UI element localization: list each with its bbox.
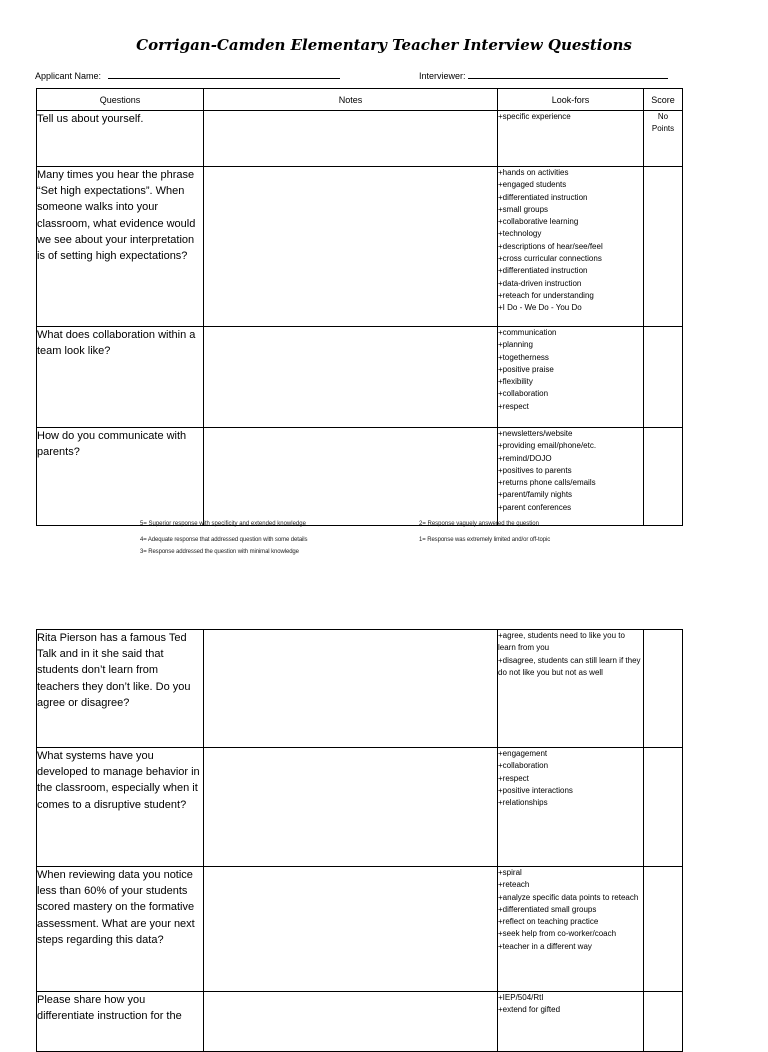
table-row bbox=[37, 167, 683, 327]
rubric-line-5: 5= Superior response with specificity and extended knowledge bbox=[140, 521, 306, 527]
table-row bbox=[37, 630, 683, 748]
score-cell[interactable] bbox=[644, 630, 683, 748]
table-row bbox=[37, 111, 683, 167]
interviewer-field[interactable] bbox=[468, 70, 668, 79]
table-header-row bbox=[37, 89, 683, 111]
rubric-line-2: 2= Response vaguely answered the question bbox=[419, 521, 539, 527]
interviewer-label: Interviewer: bbox=[419, 71, 466, 81]
lookfors-cell: +newsletters/website +providing email/phone/etc. +remind/DOJO +positives to parents +returns phone calls/emails +parent/family nights +parent conferences bbox=[498, 428, 644, 526]
lookfors-cell: +IEP/504/RtI +extend for gifted bbox=[498, 992, 644, 1052]
table-row bbox=[37, 748, 683, 867]
notes-cell[interactable] bbox=[204, 428, 498, 526]
lookfors-cell: +engagement +collaboration +respect +positive interactions +relationships bbox=[498, 748, 644, 867]
notes-cell[interactable] bbox=[204, 992, 498, 1052]
question-cell: Tell us about yourself. bbox=[37, 111, 204, 167]
rubric-line-3: 3= Response addressed the question with minimal knowledge bbox=[140, 549, 299, 555]
notes-cell[interactable] bbox=[204, 111, 498, 167]
score-cell[interactable] bbox=[644, 992, 683, 1052]
lookfors-cell: +hands on activities +engaged students +differentiated instruction +small groups +collaborative learning +technology +descriptions of hear/see/feel +cross curricular connections +differentiated instruction +data-driven instruction +reteach for understanding +I Do - We Do - You Do bbox=[498, 167, 644, 327]
score-cell[interactable] bbox=[644, 327, 683, 428]
notes-cell[interactable] bbox=[204, 867, 498, 992]
lookfors-cell: +communication +planning +togetherness +positive praise +flexibility +collaboration +respect bbox=[498, 327, 644, 428]
score-cell[interactable] bbox=[644, 428, 683, 526]
lookfors-cell: +spiral +reteach +analyze specific data points to reteach +differentiated small groups +reflect on teaching practice +seek help from co-worker/coach +teacher in a different way bbox=[498, 867, 644, 992]
table-row bbox=[37, 428, 683, 526]
column-header-questions: Questions bbox=[37, 89, 204, 111]
applicant-name-label: Applicant Name: bbox=[35, 71, 102, 81]
score-cell[interactable] bbox=[644, 867, 683, 992]
table-row bbox=[37, 992, 683, 1052]
question-cell: How do you communicate with parents? bbox=[37, 428, 204, 526]
question-cell: Many times you hear the phrase “Set high expectations”. When someone walks into your classroom, what evidence would we see about your interpretation is of setting high expectations? bbox=[37, 167, 204, 327]
score-cell[interactable]: No Points bbox=[644, 111, 683, 167]
score-cell[interactable] bbox=[644, 167, 683, 327]
interview-table-page2 bbox=[36, 629, 683, 1052]
rubric-line-1: 1= Response was extremely limited and/or off-topic bbox=[419, 537, 551, 543]
score-cell[interactable] bbox=[644, 748, 683, 867]
question-cell: What systems have you developed to manage behavior in the classroom, especially when it comes to a disruptive student? bbox=[37, 748, 204, 867]
lookfors-cell: +agree, students need to like you to learn from you +disagree, students can still learn if they do not like you but not as well bbox=[498, 630, 644, 748]
column-header-notes: Notes bbox=[204, 89, 498, 111]
interview-table-page1 bbox=[36, 88, 683, 526]
applicant-name-field[interactable] bbox=[108, 70, 340, 79]
notes-cell[interactable] bbox=[204, 167, 498, 327]
column-header-score: Score bbox=[644, 89, 683, 111]
table-row bbox=[37, 867, 683, 992]
notes-cell[interactable] bbox=[204, 327, 498, 428]
table-row bbox=[37, 327, 683, 428]
question-cell: What does collaboration within a team look like? bbox=[37, 327, 204, 428]
lookfors-cell: +specific experience bbox=[498, 111, 644, 167]
question-cell: Please share how you differentiate instruction for the bbox=[37, 992, 204, 1052]
interviewer-line bbox=[419, 70, 668, 81]
question-cell: Rita Pierson has a famous Ted Talk and in it she said that students don’t learn from teachers they don’t like. Do you agree or disagree? bbox=[37, 630, 204, 748]
notes-cell[interactable] bbox=[204, 748, 498, 867]
question-cell: When reviewing data you notice less than 60% of your students scored mastery on the formative assessment. What are your next steps regarding this data? bbox=[37, 867, 204, 992]
applicant-name-line bbox=[35, 70, 340, 81]
document-title: Corrigan-Camden Elementary Teacher Interview Questions bbox=[136, 36, 632, 54]
notes-cell[interactable] bbox=[204, 630, 498, 748]
rubric-line-4: 4= Adequate response that addressed question with some details bbox=[140, 537, 308, 543]
column-header-lookfors: Look-fors bbox=[498, 89, 644, 111]
